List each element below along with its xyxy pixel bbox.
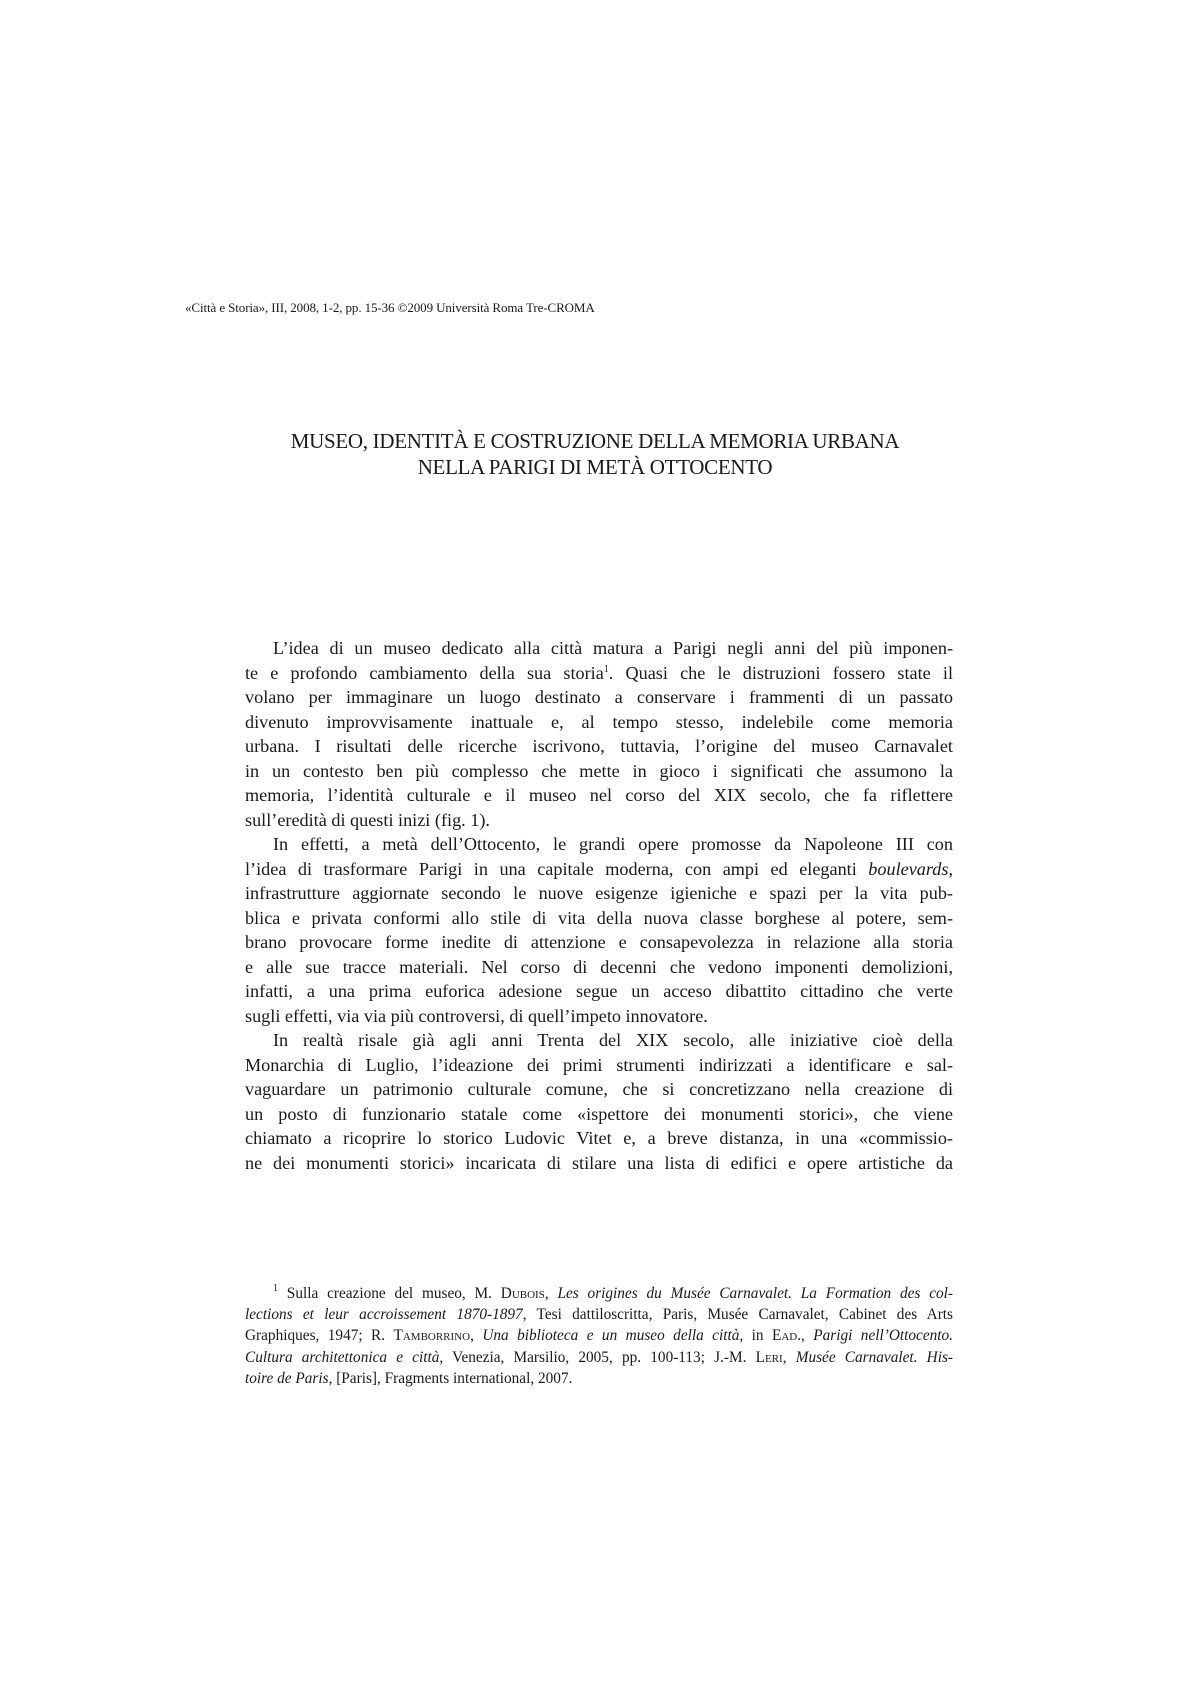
- body-line: chiamato a ricoprire lo storico Ludovic Vitet e, a breve distanza, in una «commissio-: [245, 1128, 953, 1148]
- body-line: infatti, a una prima euforica adesione segue un acceso dibattito cittadino che verte: [245, 981, 953, 1001]
- body-line: urbana. I risultati delle ricerche iscrivono, tuttavia, l’origine del museo Carnavalet: [245, 736, 953, 756]
- journal-citation-header: «Città e Storia», III, 2008, 1-2, pp. 15-36 ©2009 Università Roma Tre-CROMA: [185, 300, 595, 315]
- body-line: brano provocare forme inedite di attenzione e consapevolezza in relazione alla storia: [245, 932, 953, 952]
- body-line: vaguardare un patrimonio culturale comune, che si concretizzano nella creazione di: [245, 1079, 953, 1099]
- author-name: Dubois: [500, 1285, 545, 1302]
- paragraph-1: [245, 636, 953, 832]
- author-name: Leri: [755, 1348, 783, 1366]
- paragraph-2: [245, 832, 953, 1028]
- body-line: sugli effetti, via via più controversi, di quell’impeto innovatore.: [245, 1005, 708, 1026]
- footnote-line: toire de Paris, [Paris], Fragments international, 2007.: [245, 1369, 573, 1387]
- body-line: te e profondo cambiamento della sua storia$^1$. Quasi che le distruzioni fossero state il: [245, 662, 953, 683]
- body-line: divenuto improvvisamente inattuale e, al tempo stesso, indelebile come memoria: [245, 711, 953, 732]
- footnote-ref[interactable]: 1: [603, 663, 609, 675]
- footnote-line: $^1$ Sulla creazione del museo, M. Dubois, Les origines du Musée Carnavalet. La Formation des col-: [273, 1283, 953, 1302]
- article-title: [200, 428, 990, 480]
- body-line: l’idea di trasformare Parigi in una capitale moderna, con ampi ed eleganti boulevards,: [245, 858, 953, 879]
- footnote-number: 1: [273, 1283, 278, 1294]
- title-line-1: MUSEO, IDENTITÀ E COSTRUZIONE DELLA MEMORIA URBANA: [290, 429, 900, 453]
- body-line: un posto di funzionario statale come «ispettore dei monumenti storici», che viene: [245, 1103, 953, 1124]
- body-line: L’idea di un museo dedicato alla città matura a Parigi negli anni del più imponen-: [273, 638, 953, 658]
- body-line: infrastrutture aggiornate secondo le nuove esigenze igieniche e spazi per la vita pub-: [245, 883, 953, 903]
- author-name: Tamborrino: [393, 1327, 471, 1345]
- body-line: sull’eredità di questi inizi (fig. 1).: [245, 809, 490, 830]
- title-line-2: NELLA PARIGI DI METÀ OTTOCENTO: [417, 455, 773, 479]
- body-line: ne dei monumenti storici» incaricata di stilare una lista di edifici e opere artistiche da: [245, 1152, 953, 1173]
- body-line: volano per immaginare un luogo destinato a conservare i frammenti di un passato: [245, 687, 953, 707]
- footnote-line: Cultura architettonica e città, Venezia, Marsilio, 2005, pp. 100-113; J.-M. Leri, Musée Carnavalet. His-: [245, 1348, 953, 1366]
- footnote-1: [245, 1283, 953, 1389]
- body-line: In effetti, a metà dell’Ottocento, le grandi opere promosse da Napoleone III con: [273, 834, 953, 854]
- body-line: in un contesto ben più complesso che mette in gioco i significati che assumono la: [245, 760, 953, 781]
- article-body: [245, 636, 953, 1175]
- body-line: memoria, l’identità culturale e il museo nel corso del XIX secolo, che fa riflettere: [245, 785, 953, 805]
- body-line: In realtà risale già agli anni Trenta del XIX secolo, alle iniziative cioè della: [273, 1030, 953, 1050]
- footnote-line: lections et leur accroissement 1870-1897, Tesi dattiloscritta, Paris, Musée Carnavalet, Cabinet des Arts: [245, 1306, 953, 1324]
- body-line: e alle sue tracce materiali. Nel corso di decenni che vedono imponenti demolizioni,: [245, 956, 953, 977]
- body-line: blica e privata conformi allo stile di vita della nuova classe borghese al potere, sem-: [245, 907, 953, 928]
- footnote-line: Graphiques, 1947; R. Tamborrino, Una biblioteca e un museo della città, in Ead., Parigi nell’Ottocento.: [245, 1327, 953, 1345]
- body-line: Monarchia di Luglio, l’ideazione dei primi strumenti indirizzati a identificare e sal-: [245, 1054, 953, 1075]
- paragraph-3: [245, 1028, 953, 1175]
